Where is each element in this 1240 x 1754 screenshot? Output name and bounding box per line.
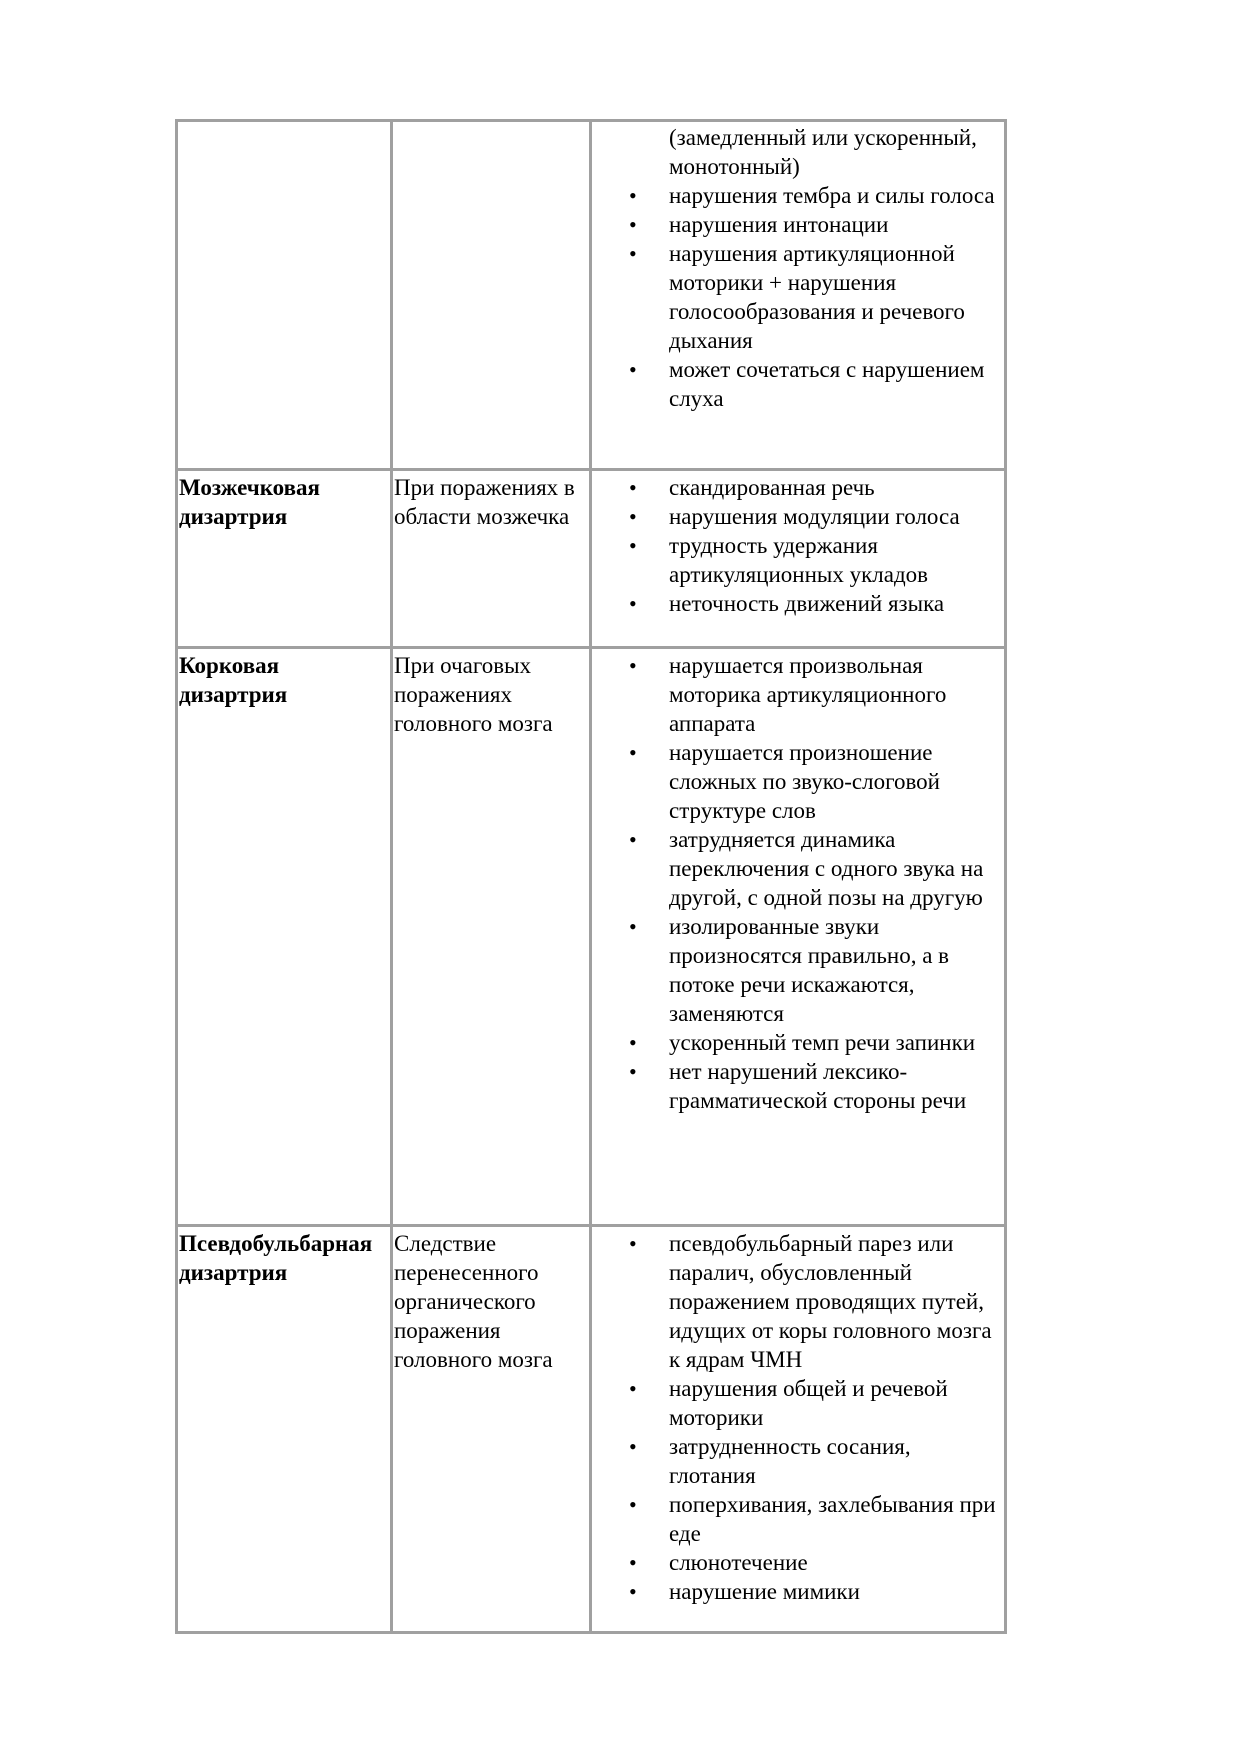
dysarthria-type-cell — [178, 122, 393, 468]
list-item: • изолированные звуки произносятся правильно, а в потоке речи искажаются, заменяются — [592, 912, 1004, 1028]
cause-cell: Следствие перенесенного органического поражения головного мозга — [393, 1227, 592, 1631]
list-item: • нарушается произношение сложных по звуко-слоговой структуре слов — [592, 738, 1004, 825]
dysarthria-type-cell: Псевдобульбарная дизартрия — [178, 1227, 393, 1631]
list-item: • затрудненность сосания, глотания — [592, 1432, 1004, 1490]
list-item: • трудность удержания артикуляционных укладов — [592, 531, 1004, 589]
list-item: • поперхивания, захлебывания при еде — [592, 1490, 1004, 1548]
symptoms-cell — [592, 649, 1004, 1224]
list-item: • может сочетаться с нарушением слуха — [592, 355, 1004, 413]
cause-cell — [393, 122, 592, 468]
symptoms-list — [592, 473, 1004, 618]
list-item: • нарушения модуляции голоса — [592, 502, 1004, 531]
list-item: • слюнотечение — [592, 1548, 1004, 1577]
table-row — [178, 1227, 1004, 1631]
symptoms-cell — [592, 471, 1004, 646]
symptoms-list — [592, 651, 1004, 1115]
list-item: • затрудняется динамика переключения с одного звука на другой, с одной позы на другую — [592, 825, 1004, 912]
symptoms-list — [592, 1229, 1004, 1606]
list-item: • нарушается произвольная моторика артикуляционного аппарата — [592, 651, 1004, 738]
list-item: • псевдобульбарный парез или паралич, обусловленный поражением проводящих путей, идущих от коры головного мозга к ядрам ЧМН — [592, 1229, 1004, 1374]
symptoms-cell — [592, 1227, 1004, 1631]
list-item: • нарушения общей и речевой моторики — [592, 1374, 1004, 1432]
symptoms-cell — [592, 122, 1004, 468]
symptom-continuation: (замедленный или ускоренный, монотонный) — [669, 125, 977, 179]
list-item: • нарушения интонации — [592, 210, 1004, 239]
list-item: • нарушение мимики — [592, 1577, 1004, 1606]
list-item: • ускоренный темп речи запинки — [592, 1028, 1004, 1057]
symptoms-list — [592, 123, 1004, 413]
table-row — [178, 649, 1004, 1227]
cause-cell: При очаговых поражениях головного мозга — [393, 649, 592, 1224]
dysarthria-type-cell: Мозжечковая дизартрия — [178, 471, 393, 646]
list-item: • нет нарушений лексико-грамматической стороны речи — [592, 1057, 1004, 1115]
dysarthria-type-cell: Корковая дизартрия — [178, 649, 393, 1224]
cause-cell: При поражениях в области мозжечка — [393, 471, 592, 646]
list-item: • нарушения тембра и силы голоса — [592, 181, 1004, 210]
list-item: • скандированная речь — [592, 473, 1004, 502]
dysarthria-table — [175, 119, 1007, 1634]
list-item: • нарушения артикуляционной моторики + нарушения голосообразования и речевого дыхания — [592, 239, 1004, 355]
list-item: • неточность движений языка — [592, 589, 1004, 618]
table-row — [178, 122, 1004, 471]
table-row — [178, 471, 1004, 649]
